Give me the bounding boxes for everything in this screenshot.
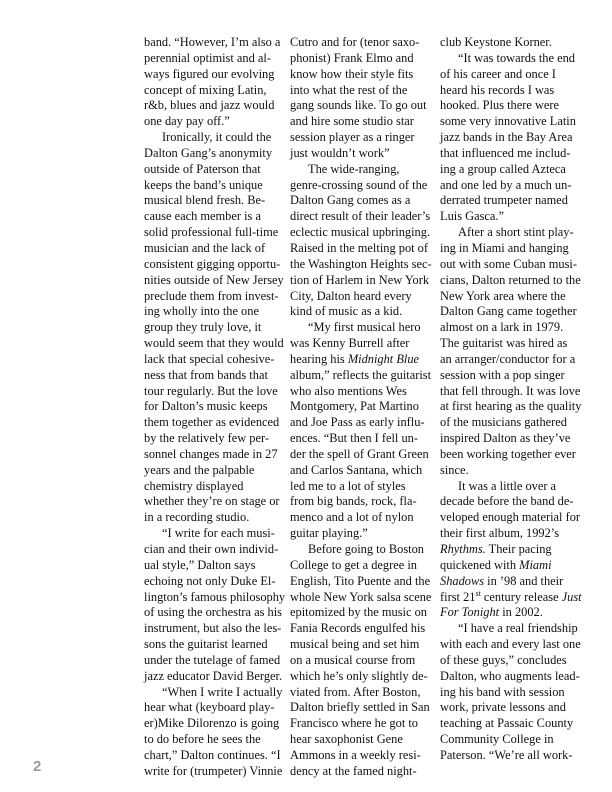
- text-line: Dalton Gang comes as a: [290, 193, 411, 208]
- text-line: “My first musical hero: [308, 320, 421, 335]
- text-line: “When I write I actually: [162, 684, 283, 699]
- text-line: guitar playing.”: [290, 526, 368, 541]
- text-line: Dalton Gang’s anonymity: [144, 145, 273, 160]
- text-line: would seem that they would: [144, 336, 284, 351]
- text-line: Dalton, who augments lead-: [440, 668, 580, 683]
- text-line: band. “However, I’m also a: [144, 35, 281, 49]
- text-line: Shadows in ’98 and their: [440, 573, 564, 588]
- text-line: for Dalton’s music keeps: [144, 399, 268, 414]
- text-line: genre-crossing sound of the: [290, 177, 428, 192]
- text-line: out with some Cuban musi-: [440, 256, 577, 271]
- text-line: decade before the band de-: [440, 494, 574, 509]
- text-line: ness that from bands that: [144, 367, 268, 382]
- text-line: from big bands, rock, fla-: [290, 494, 417, 509]
- text-line: Community College in: [440, 732, 554, 747]
- text-line: ways figured our evolving: [144, 66, 275, 81]
- text-line: cian and their own individ-: [144, 542, 279, 556]
- text-line: been working together ever: [440, 446, 576, 461]
- text-line: menco and a lot of nylon: [290, 510, 414, 525]
- text-line: nities outside of New Jersey: [144, 272, 284, 287]
- text-line: veloped enough material for: [440, 510, 581, 525]
- text-line: group they truly love, it: [144, 320, 262, 335]
- text-line: er)Mike Dilorenzo is going: [144, 716, 280, 731]
- text-column-1: [144, 35, 289, 780]
- text-line: Fania Records engulfed his: [290, 621, 426, 636]
- text-line: of his career and once I: [440, 66, 556, 81]
- text-line: phonist) Frank Elmo and: [290, 50, 414, 65]
- text-line: that fell through. It was love: [440, 383, 581, 398]
- text-line: into what the rest of the: [290, 82, 408, 97]
- text-line: at first hearing as the quality: [440, 399, 582, 414]
- text-line: album,” reflects the guitarist: [290, 367, 432, 382]
- text-line: lack that special cohesive-: [144, 351, 275, 366]
- text-line: Cutro and for (tenor saxo-: [290, 35, 420, 49]
- text-line: of using the orchestra as his: [144, 605, 282, 620]
- text-line: City, Dalton heard every: [290, 288, 412, 303]
- text-line: to do before he sees the: [144, 732, 261, 747]
- text-line: teaching at Passaic County: [440, 716, 574, 731]
- text-line: of the musicians gathered: [440, 415, 567, 430]
- text-line: ing a group called Azteca: [440, 161, 566, 176]
- text-line: derrated trumpeter named: [440, 193, 568, 208]
- text-line: The wide-ranging,: [308, 161, 400, 176]
- text-line: quickened with Miami: [440, 557, 552, 572]
- text-line: almost on a lark in 1979.: [440, 320, 564, 335]
- text-line: sons the guitarist learned: [144, 637, 268, 652]
- text-line: whole New York salsa scene: [290, 589, 432, 604]
- text-line: musician and the lack of: [144, 240, 266, 255]
- text-line: in a recording studio.: [144, 510, 250, 525]
- text-line: Ammons in a weekly resi-: [290, 747, 421, 762]
- text-line: dency at the famed night-: [290, 763, 417, 778]
- text-line: direct result of their leader’s: [290, 209, 431, 224]
- text-line: College to get a degree in: [290, 557, 417, 572]
- text-line: by the relatively few per-: [144, 431, 269, 446]
- text-line: which he’s only slightly de-: [290, 668, 428, 683]
- text-line: For Tonight in 2002.: [440, 605, 543, 620]
- text-line: ing in Miami and hanging: [440, 240, 569, 255]
- text-line: instrument, but also the les-: [144, 621, 282, 636]
- text-column-2: [290, 35, 435, 780]
- text-line: jazz educator David Berger.: [144, 668, 283, 683]
- text-line: Paterson. “We’re all work-: [440, 747, 573, 762]
- text-line: After a short stint play-: [458, 225, 574, 240]
- text-line: hearing his Midnight Blue: [290, 351, 420, 366]
- text-line: their first album, 1992’s: [440, 526, 560, 541]
- text-line: know how their style fits: [290, 66, 414, 81]
- text-line: and Carlos Santana, which: [290, 462, 423, 477]
- text-line: some very innovative Latin: [440, 114, 576, 129]
- text-column-3: [440, 35, 585, 764]
- text-line: hooked. Plus there were: [440, 98, 560, 113]
- text-line: “It was towards the end: [458, 50, 575, 65]
- text-line: and Joe Pass as early influ-: [290, 415, 425, 430]
- text-line: r&b, blues and jazz would: [144, 98, 275, 113]
- text-line: them together as evidenced: [144, 415, 280, 430]
- text-line: Dalton briefly settled in San: [290, 700, 430, 715]
- text-line: first 21st century release Just: [440, 588, 582, 604]
- text-line: English, Tito Puente and the: [290, 573, 431, 588]
- text-line: preclude them from invest-: [144, 288, 279, 303]
- text-line: Rhythms. Their pacing: [440, 542, 552, 556]
- text-line: Luis Gasca.”: [440, 209, 504, 224]
- text-line: hear saxophonist Gene: [290, 732, 403, 747]
- text-line: New York area where the: [440, 288, 566, 303]
- text-line: the Washington Heights sec-: [290, 256, 432, 271]
- text-line: outside of Paterson that: [144, 161, 261, 176]
- text-line: musical being and set him: [290, 637, 420, 652]
- page-number: 2: [33, 758, 42, 775]
- text-line: who also mentions Wes: [290, 383, 407, 398]
- text-line: Raised in the melting pot of: [290, 240, 428, 255]
- text-line: just wouldn’t work”: [290, 145, 390, 160]
- text-line: cause each member is a: [144, 209, 261, 224]
- text-line: Dalton Gang came together: [440, 304, 577, 319]
- text-line: led me to a lot of styles: [290, 478, 406, 493]
- text-line: club Keystone Korner.: [440, 35, 552, 49]
- text-line: ual style,” Dalton says: [144, 557, 256, 572]
- text-line: an arranger/conductor for a: [440, 351, 576, 366]
- text-line: that influenced me includ-: [440, 145, 571, 160]
- text-line: gang sounds like. To go out: [290, 98, 427, 113]
- text-line: keeps the band’s unique: [144, 177, 263, 192]
- text-line: eclectic musical upbringing.: [290, 225, 431, 240]
- text-line: cians, Dalton returned to the: [440, 272, 581, 287]
- text-line: heard his records I was: [440, 82, 555, 97]
- text-line: The guitarist was hired as: [440, 336, 568, 351]
- text-line: ences. “But then I fell un-: [290, 431, 418, 446]
- text-line: hear what (keyboard play-: [144, 700, 275, 715]
- text-line: ing his band with session: [440, 684, 565, 699]
- text-line: “I have a real friendship: [458, 621, 578, 636]
- text-line: since.: [440, 462, 469, 477]
- text-line: inspired Dalton as they’ve: [440, 431, 571, 446]
- text-line: tour regularly. But the love: [144, 383, 278, 398]
- text-line: perennial optimist and al-: [144, 50, 271, 65]
- text-line: It was a little over a: [458, 478, 557, 493]
- text-line: and one led by a much un-: [440, 177, 572, 192]
- text-line: and hire some studio star: [290, 114, 414, 129]
- text-line: tion of Harlem in New York: [290, 272, 430, 287]
- text-line: Before going to Boston: [308, 542, 424, 556]
- text-line: der the spell of Grant Green: [290, 446, 429, 461]
- text-line: of these guys,” concludes: [440, 652, 567, 667]
- text-line: on a musical course from: [290, 652, 416, 667]
- text-line: musical blend fresh. Be-: [144, 193, 266, 208]
- text-line: was Kenny Burrell after: [290, 336, 410, 351]
- text-line: Montgomery, Pat Martino: [290, 399, 419, 414]
- text-line: sonnel changes made in 27: [144, 446, 278, 461]
- text-line: Francisco where he got to: [290, 716, 418, 731]
- text-line: session player as a ringer: [290, 130, 415, 145]
- text-line: ing wholly into the one: [144, 304, 259, 319]
- text-line: chemistry displayed: [144, 478, 244, 493]
- text-line: chart,” Dalton continues. “I: [144, 747, 281, 762]
- text-line: one day pay off.”: [144, 114, 230, 129]
- text-line: viated from. After Boston,: [290, 684, 421, 699]
- text-line: jazz bands in the Bay Area: [440, 130, 573, 145]
- text-line: echoing not only Duke El-: [144, 573, 276, 588]
- text-line: epitomized by the music on: [290, 605, 427, 620]
- text-line: under the tutelage of famed: [144, 652, 281, 667]
- text-line: kind of music as a kid.: [290, 304, 403, 319]
- text-line: Ironically, it could the: [162, 130, 272, 145]
- text-line: “I write for each musi-: [162, 526, 275, 541]
- text-line: concept of mixing Latin,: [144, 82, 267, 97]
- text-line: session with a pop singer: [440, 367, 565, 382]
- text-line: consistent gigging opportu-: [144, 256, 281, 271]
- text-line: solid professional full-time: [144, 225, 279, 240]
- text-line: whether they’re on stage or: [144, 494, 280, 509]
- text-line: years and the palpable: [144, 462, 255, 477]
- text-line: with each and every last one: [440, 637, 581, 652]
- text-line: lington’s famous philosophy: [144, 589, 286, 604]
- text-line: work, private lessons and: [440, 700, 566, 715]
- text-line: write for (trumpeter) Vinnie: [144, 763, 283, 778]
